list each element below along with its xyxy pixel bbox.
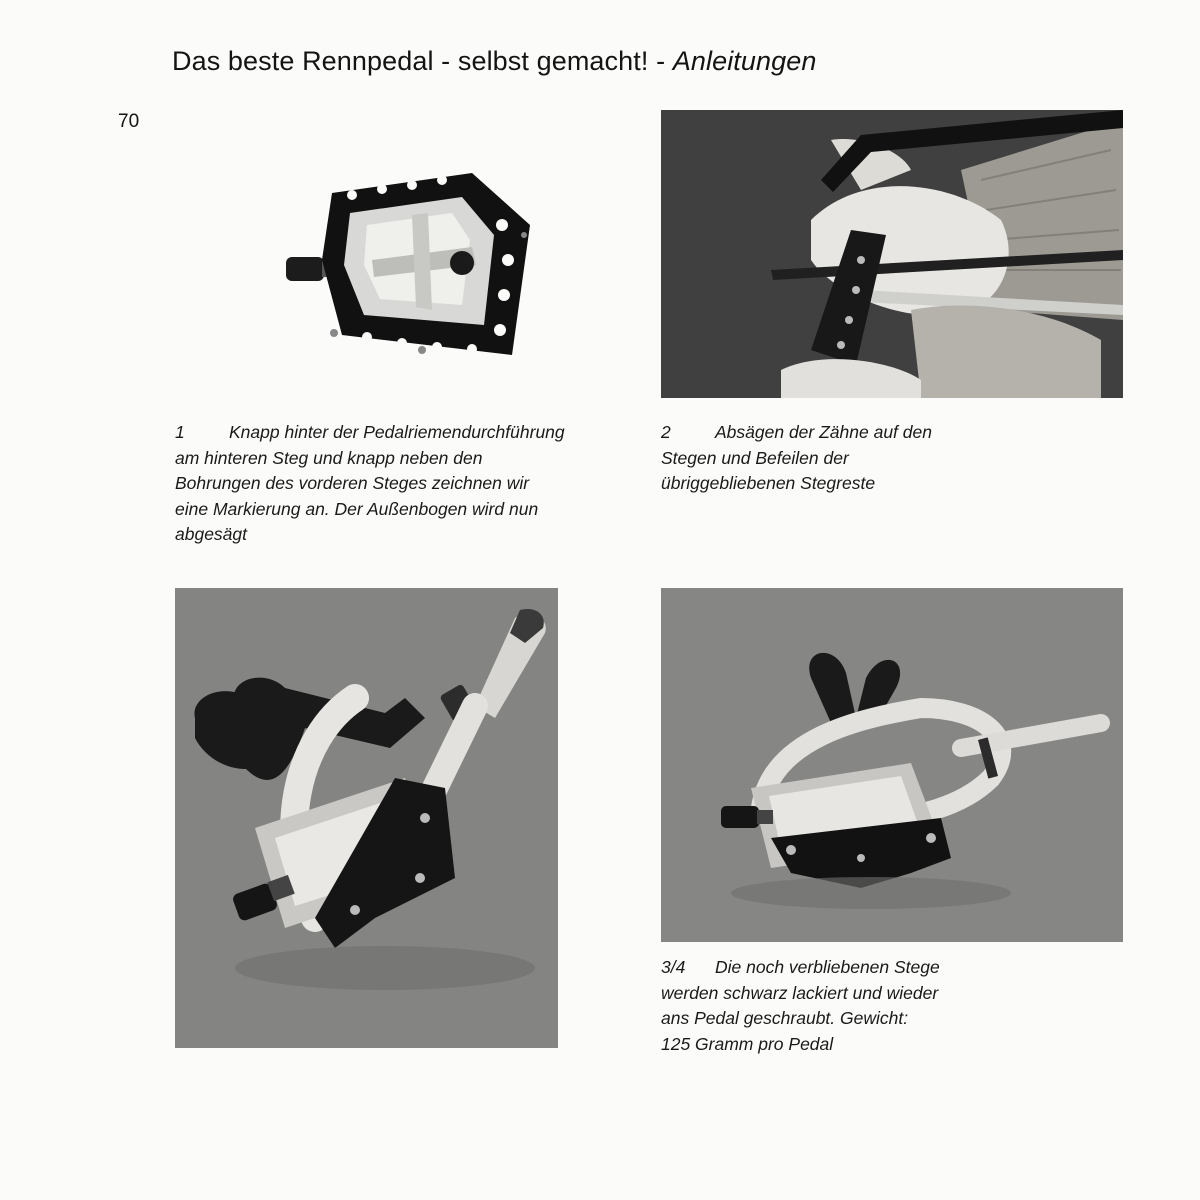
figure-number: 3/4 xyxy=(661,957,686,977)
caption-line: werden schwarz lackiert und wieder xyxy=(661,982,939,1003)
caption-line: Stegen und Befeilen der xyxy=(661,447,849,468)
caption-line: abgesägt xyxy=(175,524,248,544)
photo-1-platform-pedal xyxy=(272,165,542,365)
photo-3-pedal-with-toe-clip xyxy=(175,588,558,1048)
caption-line: 125 Gramm pro Pedal xyxy=(661,1033,834,1054)
caption-line: 1 Knapp hinter der Pedalriemendurchführung xyxy=(175,420,645,446)
header-separator: - xyxy=(648,46,673,76)
pedal-toe-clip-right-illustration xyxy=(661,588,1123,942)
caption-line: 2 Absägen der Zähne auf den xyxy=(661,420,1021,446)
caption-line: eine Markierung an. Der Außenbogen wird nun xyxy=(175,498,539,519)
photo-2-hacksaw xyxy=(661,110,1123,398)
photo-4-pedal-with-toe-clip xyxy=(661,588,1123,942)
header-section: Anleitungen xyxy=(672,46,817,76)
caption-3-4 xyxy=(661,955,1041,1057)
header-title: Das beste Rennpedal - selbst gemacht! xyxy=(172,46,649,76)
hacksaw-cutting-illustration xyxy=(661,110,1123,398)
caption-2 xyxy=(661,420,1021,497)
pedal-toe-clip-left-illustration xyxy=(175,588,558,1048)
figure-number: 1 xyxy=(175,422,185,442)
caption-line: ans Pedal geschraubt. Gewicht: xyxy=(661,1008,909,1028)
page-header xyxy=(172,46,817,77)
figure-number: 2 xyxy=(661,422,671,442)
platform-pedal-illustration xyxy=(272,165,542,365)
page-number: 70 xyxy=(118,111,140,132)
caption-line: Bohrungen des vorderen Steges zeichnen wir xyxy=(175,473,530,493)
caption-line: 3/4 Die noch verbliebenen Stege xyxy=(661,955,1041,981)
caption-line: übriggebliebenen Stegreste xyxy=(661,473,876,493)
caption-line: am hinteren Steg und knapp neben den xyxy=(175,447,483,468)
caption-1 xyxy=(175,420,645,548)
